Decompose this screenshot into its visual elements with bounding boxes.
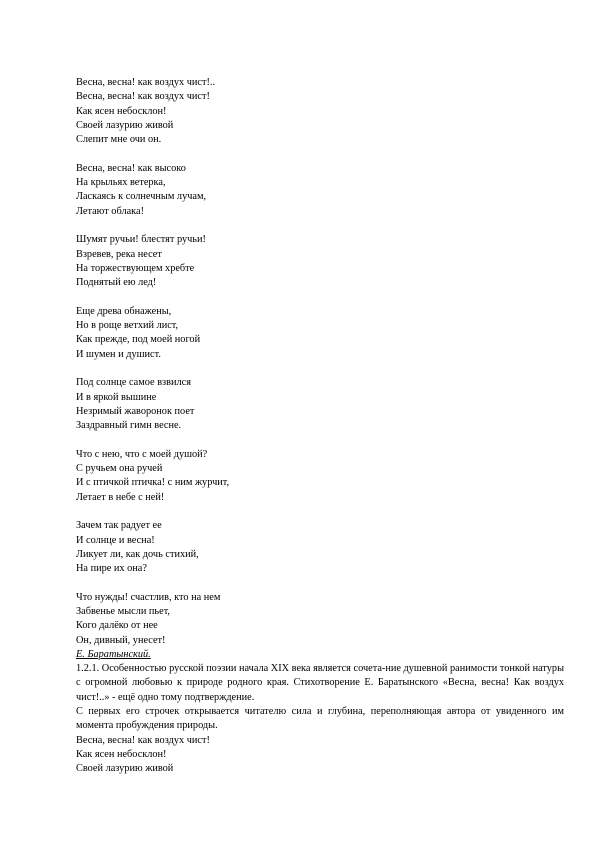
poem-stanza-4 bbox=[76, 305, 564, 362]
poem-stanza-7 bbox=[76, 519, 564, 576]
poem-line: На торжествующем хребте bbox=[76, 262, 195, 274]
poem-line: Весна, весна! как воздух чист!.. bbox=[76, 77, 216, 88]
poem-line: Слепит мне очи он. bbox=[76, 134, 162, 146]
quoted-lines bbox=[76, 734, 564, 777]
poem-line: На крыльях ветерка, bbox=[76, 177, 166, 189]
poem-line: И с птичкой птичка! с ним журчит, bbox=[76, 477, 230, 489]
poem-line: Шумят ручьи! блестят ручьи! bbox=[76, 234, 206, 246]
poem-line: С ручьем она ручей bbox=[76, 463, 163, 475]
poem-line: Весна, весна! как высоко bbox=[76, 162, 186, 174]
poem-line: Еще древа обнажены, bbox=[76, 305, 172, 317]
poem-line: Что с нею, что с моей душой? bbox=[76, 448, 208, 460]
poem-line: Что нужды! счастлив, кто на нем bbox=[76, 591, 221, 603]
quoted-line: Своей лазурию живой bbox=[76, 763, 174, 775]
poem-author: Е. Баратынский. bbox=[76, 648, 151, 660]
poem-line: Летают облака! bbox=[76, 205, 144, 217]
poem-line: Кого далёко от нее bbox=[76, 620, 158, 632]
poem-line: И шумен и душист. bbox=[76, 348, 161, 360]
poem-line: Зачем так радует ее bbox=[76, 520, 162, 532]
poem-stanza-6 bbox=[76, 448, 564, 505]
poem-stanza-1 bbox=[76, 76, 564, 147]
poem-line: Весна, весна! как воздух чист! bbox=[76, 91, 210, 103]
poem-line: И в яркой вышине bbox=[76, 391, 157, 403]
poem-line: Взревев, река несет bbox=[76, 248, 162, 260]
poem-stanza-5 bbox=[76, 376, 564, 433]
poem-line: Как ясен небосклон! bbox=[76, 105, 167, 117]
poem-line: И солнце и весна! bbox=[76, 534, 155, 546]
poem-stanza-3 bbox=[76, 233, 564, 290]
analysis-paragraph-1: 1.2.1. Особенностью русской поэзии начала XIX века является сочета-ние душевной ранимости тонкой натуры с огромной любовью к природе родного края. Стихотворение Е. Баратынского «Весна, весна! Как воздух чист!..» - ещё одно тому подтверждение. bbox=[76, 663, 564, 703]
quoted-line: Как ясен небосклон! bbox=[76, 748, 167, 760]
poem-stanza-2 bbox=[76, 162, 564, 219]
poem-line: Поднятый ею лед! bbox=[76, 277, 157, 289]
poem-stanza-8 bbox=[76, 591, 564, 648]
poem-line: Но в роще ветхий лист, bbox=[76, 320, 179, 332]
quoted-line: Весна, весна! как воздух чист! bbox=[76, 734, 210, 746]
poem-line: Под солнце самое взвился bbox=[76, 377, 191, 389]
analysis-paragraph-2: С первых его строчек открывается читателю сила и глубина, переполняющая автора от увиденного им момента пробуждения природы. bbox=[76, 706, 564, 732]
poem-line: На пире их она? bbox=[76, 563, 147, 575]
poem-line: Ликует ли, как дочь стихий, bbox=[76, 548, 199, 560]
poem-line: Ласкаясь к солнечным лучам, bbox=[76, 191, 207, 203]
poem-line: Он, дивный, унесет! bbox=[76, 634, 166, 646]
poem-line: Забвенье мысли пьет, bbox=[76, 605, 170, 617]
poem-line: Незримый жаворонок поет bbox=[76, 405, 195, 417]
poem-line: Как прежде, под моей ногой bbox=[76, 334, 201, 346]
poem-line: Заздравный гимн весне. bbox=[76, 420, 182, 432]
poem-line: Своей лазурию живой bbox=[76, 119, 174, 131]
document-content bbox=[76, 76, 564, 777]
poem-line: Летает в небе с ней! bbox=[76, 491, 165, 503]
